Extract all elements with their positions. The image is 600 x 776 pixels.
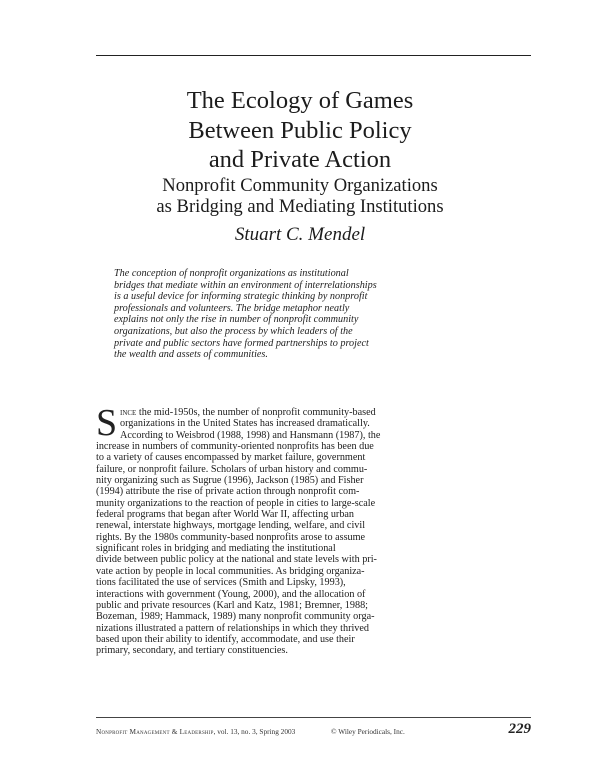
abstract-line: bridges that mediate within an environment of interrelationships — [114, 279, 377, 291]
page-number: 229 — [508, 721, 531, 737]
body-line — [96, 407, 412, 418]
body-line: interactions with government (Young, 2000), and the allocation of — [96, 588, 366, 600]
first-word: ince — [120, 407, 137, 418]
body-line: rights. By the 1980s community-based nonprofits arose to assume — [96, 531, 366, 543]
body-line: public and private resources (Karl and Katz, 1981; Bremner, 1988; — [96, 599, 369, 611]
body-line: failure, or nonprofit failure. Scholars of urban history and commu- — [96, 463, 368, 475]
body-line: vate action by people in local communities. As bridging organiza- — [96, 565, 365, 577]
body-line: renewal, interstate highways, mortgage lending, welfare, and civil — [96, 520, 366, 532]
body-line: According to Weisbrod (1988, 1998) and Hansmann (1987), the — [120, 429, 381, 441]
body-line: (1994) attribute the rise of private action through nonprofit com- — [96, 486, 360, 498]
body-line: divide between public policy at the national and state levels with pri- — [96, 554, 377, 566]
abstract-line: explains not only the rise in number of nonprofit community — [114, 314, 359, 326]
body-line: organizations in the United States has increased dramatically. — [120, 418, 370, 430]
title-line: and Private Action — [208, 146, 392, 173]
abstract-line: organizations, but also the process by which leaders of the — [114, 325, 353, 337]
drop-cap: S — [96, 402, 118, 444]
body-line: federal programs that began after World War II, affecting urban — [96, 509, 355, 521]
body-line: nizations illustrated a pattern of relationships in which they thrived — [96, 622, 370, 634]
abstract-line: is a useful device for informing strategic thinking by nonprofit — [114, 291, 368, 303]
volume-info: , vol. 13, no. 3, Spring 2003 — [213, 727, 296, 736]
page-footer — [96, 721, 531, 741]
footer-rule — [96, 717, 531, 718]
subtitle-line: Nonprofit Community Organizations — [162, 174, 438, 196]
body-line: munity organizations to the reaction of people in cities to large-scale — [96, 497, 376, 509]
abstract-line: The conception of nonprofit organizations as institutional — [114, 268, 349, 279]
body-line: based upon their ability to identify, accommodate, and use their — [96, 633, 355, 645]
body-line: to a variety of causes encompassed by market failure, government — [96, 452, 366, 464]
body-text — [96, 402, 412, 657]
journal-name: Nonprofit Management & Leadership — [96, 727, 214, 736]
body-line: primary, secondary, and tertiary constituencies. — [96, 645, 288, 657]
author-name: Stuart C. Mendel — [234, 223, 366, 245]
body-line: nity organizing such as Sugrue (1996), Jackson (1985) and Fisher — [96, 475, 364, 487]
abstract-line: private and public sectors have formed partnerships to project — [114, 337, 369, 349]
copyright: © Wiley Periodicals, Inc. — [331, 727, 405, 736]
body-line: increase in numbers of community-oriented nonprofits has been due — [96, 441, 374, 453]
body-line: tions facilitated the use of services (Smith and Lipsky, 1993), — [96, 577, 346, 589]
top-rule — [96, 55, 531, 56]
abstract-line: the wealth and assets of communities. — [114, 349, 268, 361]
body-line: significant roles in bridging and mediating the institutional — [96, 543, 336, 555]
body-line: Bozeman, 1989; Hammack, 1989) many nonprofit community orga- — [96, 611, 375, 623]
title-line: The Ecology of Games — [186, 87, 414, 114]
first-line-rest: the mid-1950s, the number of nonprofit community-based — [136, 407, 376, 418]
title-line: Between Public Policy — [188, 116, 412, 144]
article-header — [60, 86, 540, 247]
abstract — [114, 268, 397, 361]
subtitle-line: as Bridging and Mediating Institutions — [156, 196, 444, 217]
journal-citation — [96, 727, 295, 736]
abstract-line: professionals and volunteers. The bridge metaphor neatly — [114, 302, 350, 314]
